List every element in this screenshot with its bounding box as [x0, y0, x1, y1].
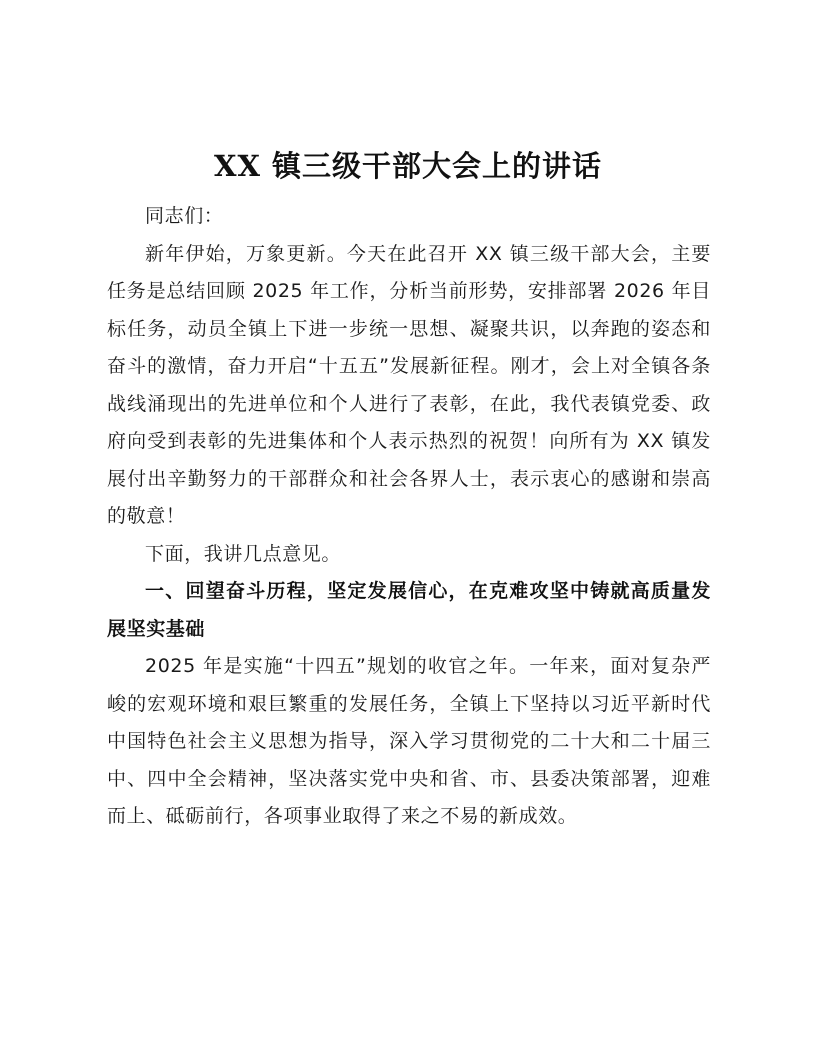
paragraph-opening: 新年伊始，万象更新。今天在此召开 XX 镇三级干部大会，主要任务是总结回顾 2025 年工作，分析当前形势，安排部署 2026 年目标任务，动员全镇上下进一步统一思想、凝聚共识，以奔跑的姿态和奋斗的激情，奋力开启“十五五”发展新征程。刚才，会上对全镇各条战线涌现出的先进单位和个人进行了表彰，在此，我代表镇党委、政府向受到表彰的先进集体和个人表示热烈的祝贺！向所有为 XX 镇发展付出辛勤努力的干部群众和社会各界人士，表示衷心的感谢和崇高的敬意！: [107, 242, 711, 527]
salutation: 同志们：: [145, 205, 224, 227]
section-heading-1: 一、回望奋斗历程，坚定发展信心，在克难攻坚中铸就高质量发展坚实基础: [107, 580, 711, 640]
paragraph-review: 2025 年是实施“十四五”规划的收官之年。一年来，面对复杂严峻的宏观环境和艰巨繁重的发展任务，全镇上下坚持以习近平新时代中国特色社会主义思想为指导，深入学习贯彻党的二十大和二十届三中、四中全会精神，坚决落实党中央和省、市、县委决策部署，迎难而上、砥砺前行，各项事业取得了来之不易的新成效。: [107, 655, 711, 827]
document-body: [107, 198, 711, 836]
paragraph-transition: 下面，我讲几点意见。: [145, 542, 342, 565]
document-title: XX 镇三级干部大会上的讲话: [213, 149, 603, 183]
